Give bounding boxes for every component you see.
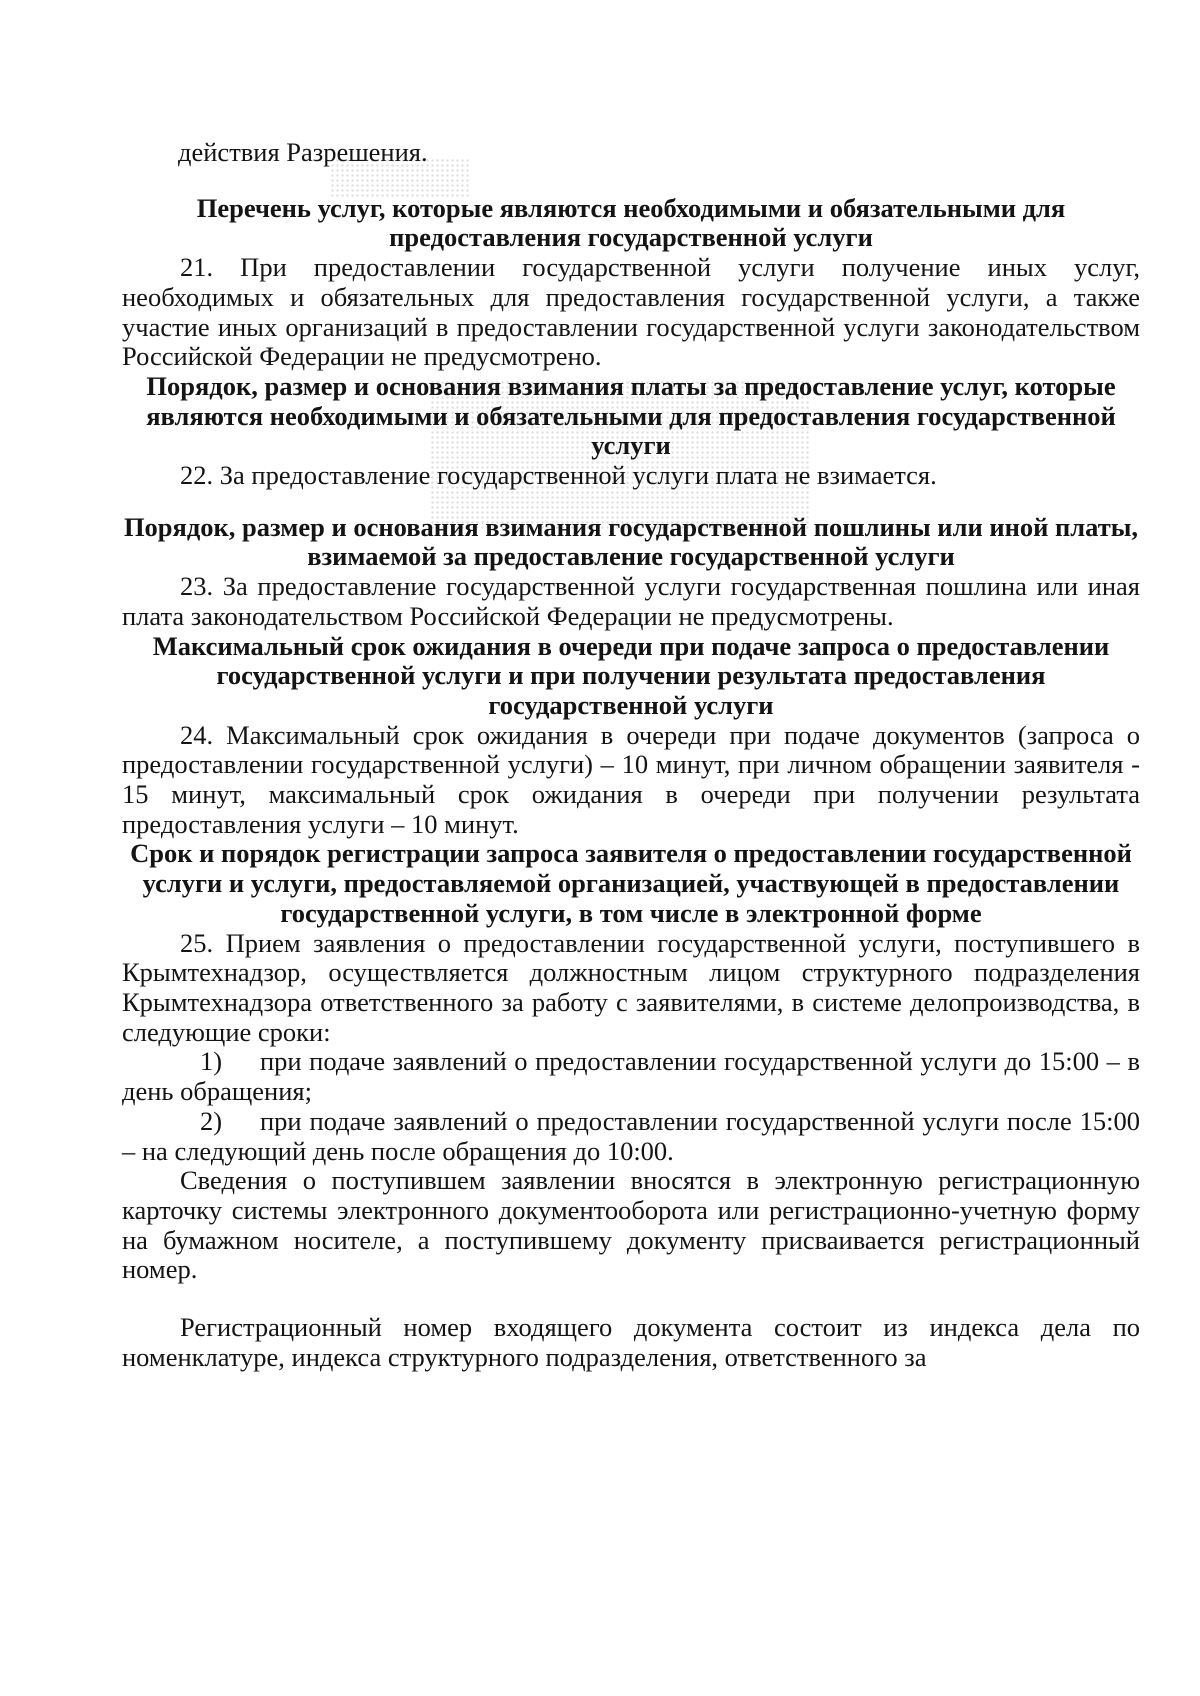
section-heading-waiting-time: Максимальный срок ожидания в очереди при подаче запроса о предоставлении государственной услуги и при получении результата предоставления государственной услуги (152, 630, 1110, 720)
list-item-text: при подаче заявлений о предоставлении государственной услуги до 15:00 – в день обращения; (122, 1046, 1140, 1107)
section-heading-state-fee: Порядок, размер и основания взимания государственной пошлины или иной платы, взимаемой за предоставление государственной услуги (123, 511, 1139, 572)
paragraph-24: 24. Максимальный срок ожидания в очереди при подаче документов (запроса о предоставлении государственной услуги) – 10 минут, при личном обращении заявителя - 15 минут, максимальный срок ожидания в очереди при получении результата предоставления услуги – 10 минут. (122, 719, 1140, 839)
list-item-number: 2) (200, 1105, 223, 1136)
list-item-text: при подаче заявлений о предоставлении государственной услуги после 15:00 – на следующий день после обращения до 10:00. (122, 1105, 1140, 1166)
list-item-number: 1) (200, 1046, 223, 1077)
document-page (122, 138, 1140, 1372)
paragraph-21: 21. При предоставлении государственной услуги получение иных услуг, необходимых и обязательных для предоставления государственной услуги, а также участие иных организаций в предоставлении государственной услуги законодательством Российской Федерации не предусмотрено. (122, 252, 1140, 372)
list-item (122, 1107, 1140, 1166)
section-heading-services: Перечень услуг, которые являются необходимыми и обязательными для предоставления государственной услуги (196, 192, 1066, 253)
list-item (122, 1047, 1140, 1106)
section-heading-fee-services: Порядок, размер и основания взимания платы за предоставление услуг, которые являются необходимыми и обязательными для предоставления государственной услуги (146, 370, 1116, 461)
paragraph-23: 23. За предоставление государственной услуги государственная пошлина или иная плата законодательством Российской Федерации не предусмотрены. (122, 571, 1140, 631)
continuation-text: действия Разрешения. (178, 137, 428, 167)
paragraph-registration-number: Регистрационный номер входящего документа состоит из индекса дела по номенклатуре, индекса структурного подразделения, ответственного за (122, 1312, 1140, 1372)
paragraph-registration-info: Сведения о поступившем заявлении вносятся в электронную регистрационную карточку системы электронного документооборота или регистрационно-учетную форму на бумажном носителе, а поступившему документу присваивается регистрационный номер. (122, 1165, 1140, 1285)
section-heading-registration: Срок и порядок регистрации запроса заявителя о предоставлении государственной услуги и услуги, предоставляемой организацией, участвующей в предоставлении государственной услуги, в том числе в электронной форме (130, 838, 1132, 928)
paragraph-25: 25. Прием заявления о предоставлении государственной услуги, поступившего в Крымтехнадзор, осуществляется должностным лицом структурного подразделения Крымтехнадзора ответственного за работу с заявителями, в системе делопроизводства, в следующие сроки: (122, 927, 1140, 1047)
paragraph-22: 22. За предоставление государственной услуги плата не взимается. (180, 460, 937, 491)
